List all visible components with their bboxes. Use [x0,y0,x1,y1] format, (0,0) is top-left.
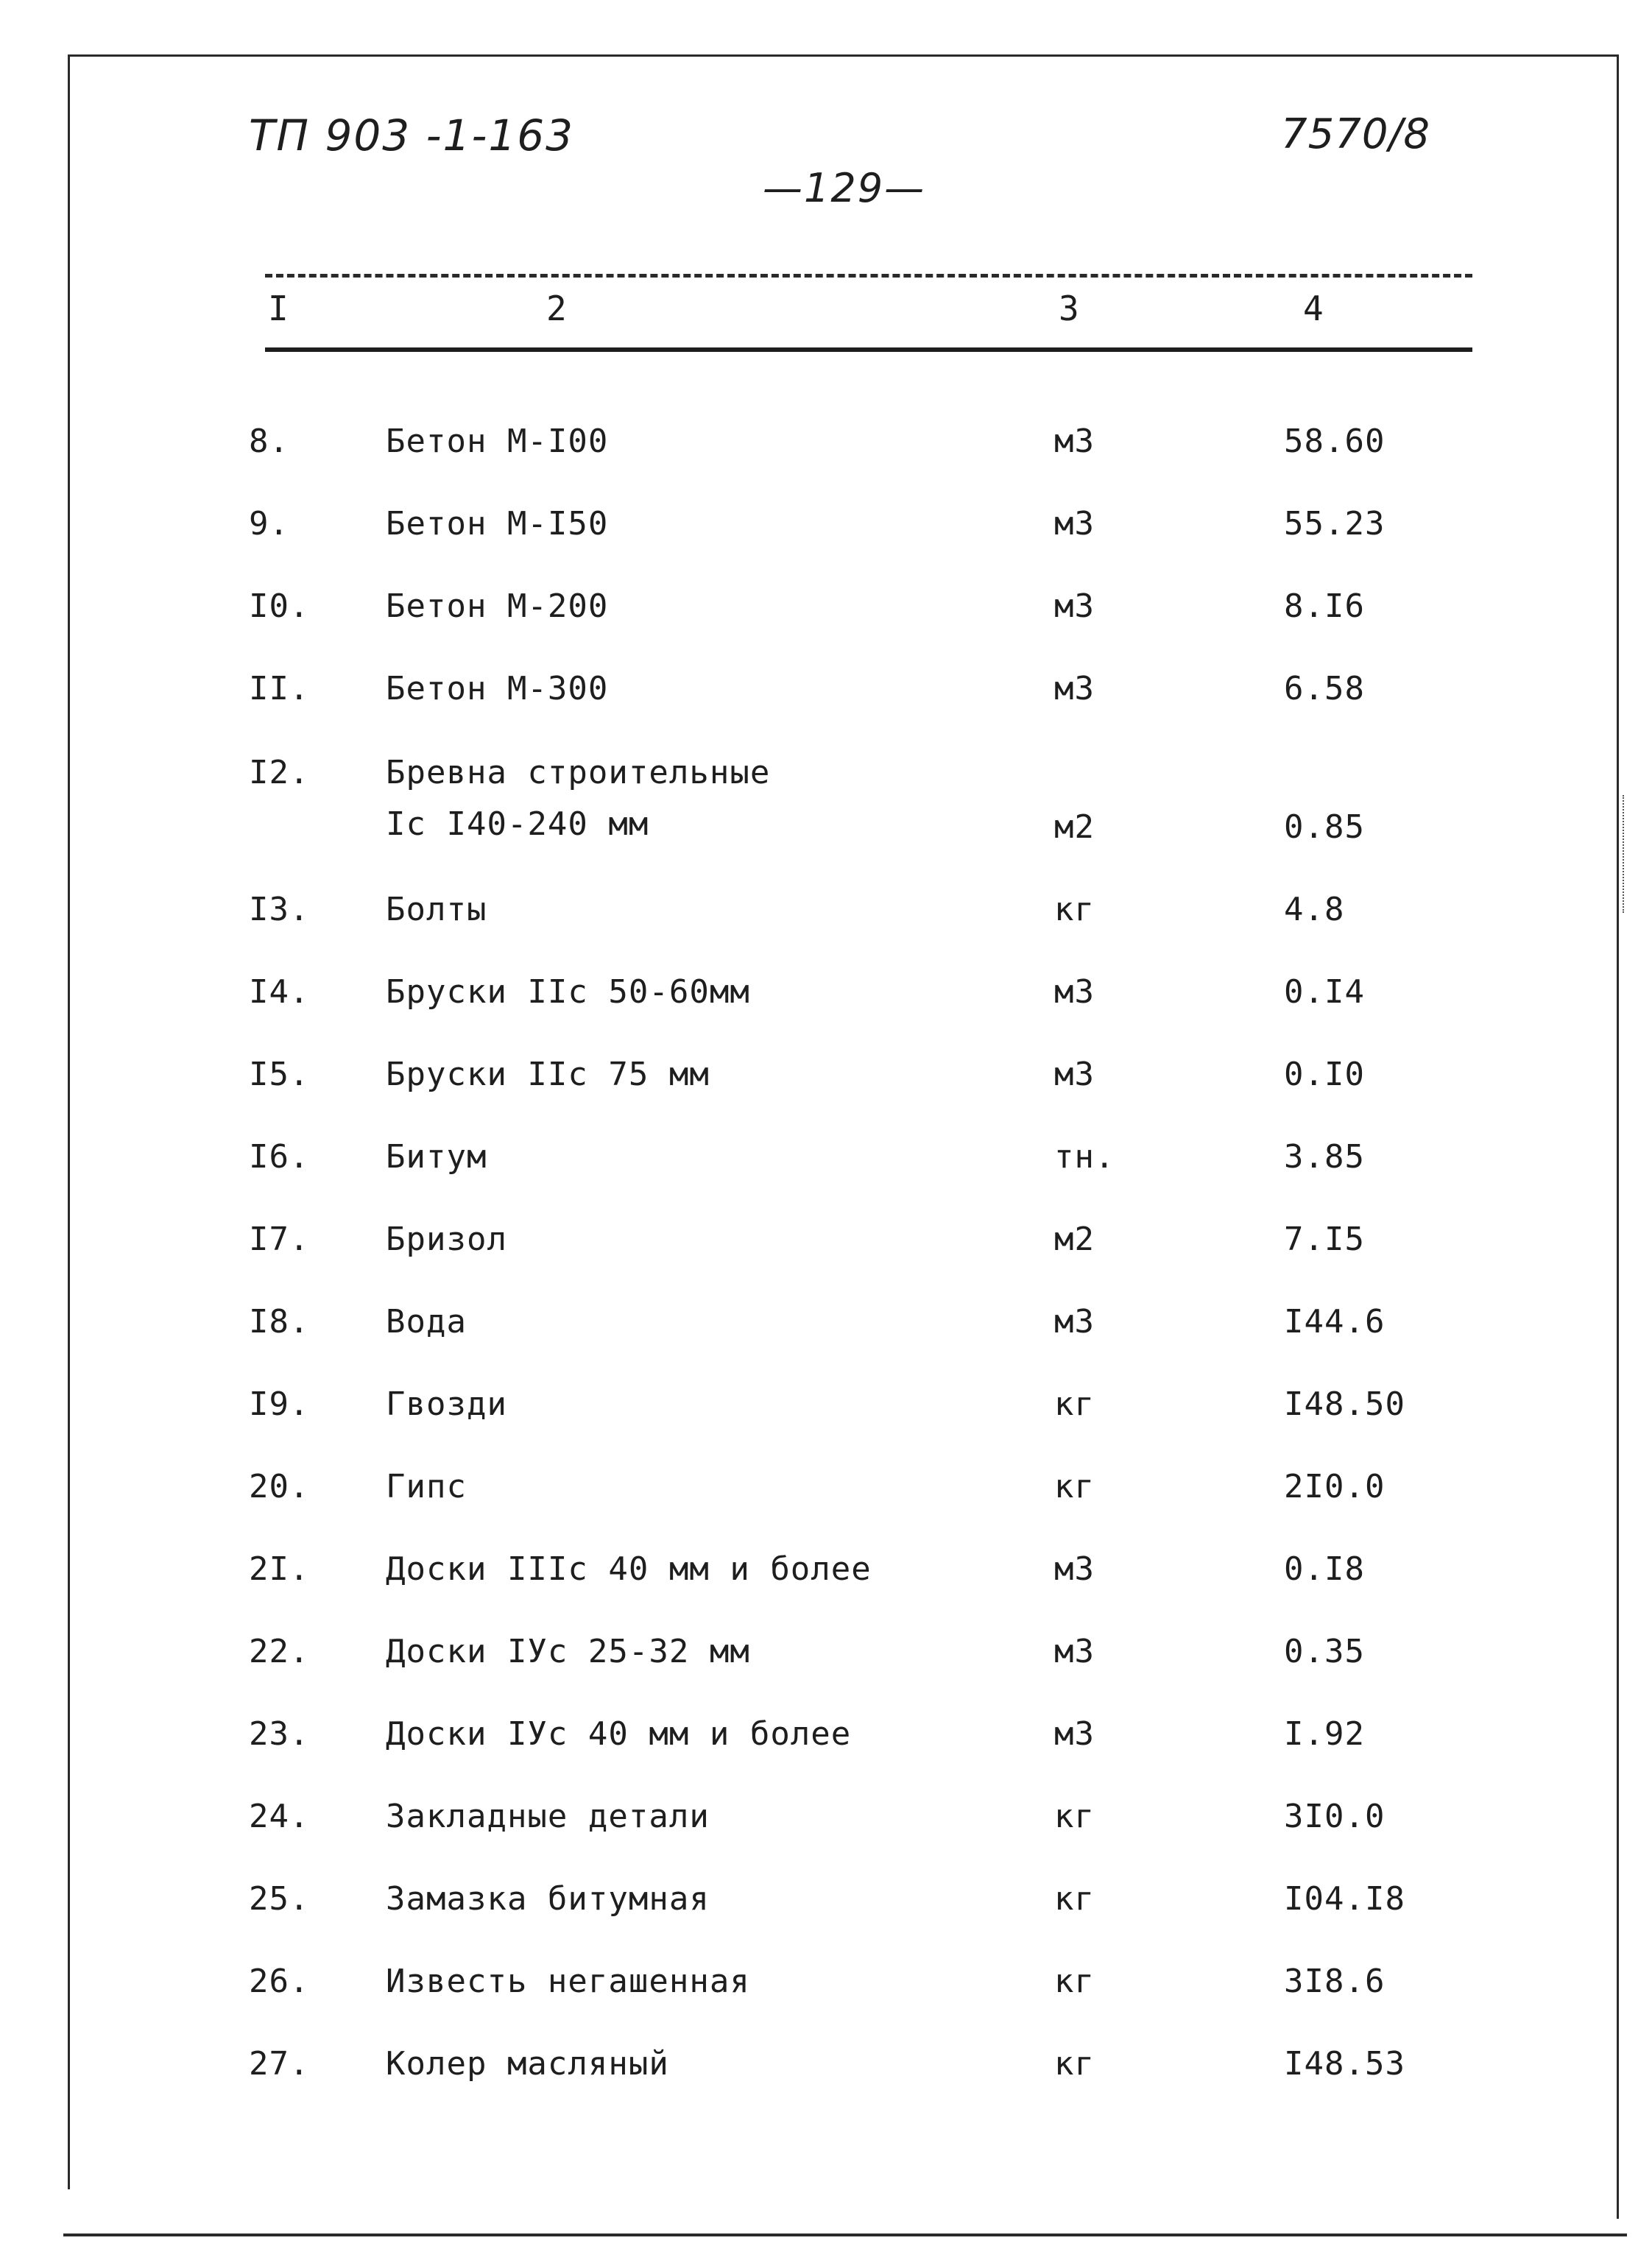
table-header-bottom-rule [265,347,1472,352]
table-row [0,752,1652,848]
unit: кг [1054,1468,1095,1505]
table-row [0,1302,1652,1346]
unit: м2 [1054,1221,1095,1258]
material-name: Закладные детали [386,1798,710,1835]
row-number: 27. [249,2045,310,2083]
material-name: Бруски IIс 50-60мм [386,973,750,1011]
table-row [0,2044,1652,2088]
table-row [0,1631,1652,1675]
unit: м3 [1054,1633,1095,1670]
material-name: Колер масляный [386,2045,669,2083]
unit: м3 [1054,1303,1095,1341]
material-name: Гипс [386,1468,467,1505]
unit: м3 [1054,1715,1095,1753]
row-number: II. [249,670,310,707]
quantity: 0.I4 [1284,973,1365,1011]
material-name: Вода [386,1303,467,1341]
row-number: I0. [249,587,310,625]
quantity: I44.6 [1284,1303,1386,1341]
row-number: 8. [249,423,289,460]
unit: м3 [1054,1056,1095,1093]
table-row [0,421,1652,465]
unit: м3 [1054,973,1095,1011]
table-row [0,586,1652,630]
row-number: 20. [249,1468,310,1505]
row-number: I4. [249,973,310,1011]
quantity: I48.53 [1284,2045,1405,2083]
table-row [0,1137,1652,1181]
unit: тн. [1054,1138,1115,1176]
unit: м3 [1054,423,1095,460]
table-row [0,1054,1652,1098]
table-row [0,1466,1652,1511]
table-row [0,1384,1652,1428]
material-name: Доски IУс 40 мм и более [386,1715,852,1753]
unit: кг [1054,1963,1095,2000]
table-row [0,1549,1652,1593]
quantity: 3.85 [1284,1138,1365,1176]
table-row [0,889,1652,933]
quantity: 3I0.0 [1284,1798,1386,1835]
row-number: 23. [249,1715,310,1753]
row-number: 24. [249,1798,310,1835]
unit: м3 [1054,505,1095,543]
page-number: —129— [763,165,926,211]
row-number: I5. [249,1056,310,1093]
material-name: Бризол [386,1221,507,1258]
table-row [0,1879,1652,1923]
table-row [0,668,1652,713]
unit: кг [1054,1798,1095,1835]
table-row [0,1961,1652,2005]
material-name: Бетон М-I00 [386,423,609,460]
row-number: I2. [249,754,310,791]
unit: кг [1054,1385,1095,1423]
table-row [0,1219,1652,1263]
table-header-top-rule [265,274,1472,278]
unit: кг [1054,891,1095,928]
page-frame-left [68,54,70,2189]
quantity: I48.50 [1284,1385,1405,1423]
material-name-continued: Iс I40-240 мм [386,805,649,843]
unit: м3 [1054,587,1095,625]
quantity: 55.23 [1284,505,1386,543]
material-name: Известь негашенная [386,1963,750,2000]
quantity: 7.I5 [1284,1221,1365,1258]
unit: м3 [1054,1550,1095,1588]
column-header-2: 2 [546,289,567,328]
quantity: 0.I0 [1284,1056,1365,1093]
document-code: ТП 903 -1-163 [249,110,575,160]
material-name: Доски IУс 25-32 мм [386,1633,750,1670]
unit: кг [1054,2045,1095,2083]
quantity: I04.I8 [1284,1880,1405,1918]
sheet-reference: 7570/8 [1281,110,1431,158]
column-header-1: I [268,289,289,328]
column-header-3: 3 [1059,289,1079,328]
quantity: 3I8.6 [1284,1963,1386,2000]
row-number: I8. [249,1303,310,1341]
material-name: Замазка битумная [386,1880,710,1918]
row-number: 26. [249,1963,310,2000]
material-name: Доски IIIс 40 мм и более [386,1550,872,1588]
quantity: 0.35 [1284,1633,1365,1670]
quantity: 58.60 [1284,423,1386,460]
quantity: 4.8 [1284,891,1345,928]
column-header-4: 4 [1303,289,1324,328]
page-frame-bottom [63,2233,1627,2236]
quantity: 0.85 [1284,808,1365,846]
quantity: 6.58 [1284,670,1365,707]
material-name: Бревна строительные [386,754,771,791]
table-row [0,504,1652,548]
row-number: I6. [249,1138,310,1176]
material-name: Бруски IIс 75 мм [386,1056,710,1093]
page-frame-top [68,54,1618,57]
row-number: 22. [249,1633,310,1670]
quantity: 2I0.0 [1284,1468,1386,1505]
row-number: 9. [249,505,289,543]
material-name: Битум [386,1138,487,1176]
material-name: Бетон М-I50 [386,505,609,543]
unit: м3 [1054,670,1095,707]
row-number: I7. [249,1221,310,1258]
row-number: I9. [249,1385,310,1423]
quantity: 8.I6 [1284,587,1365,625]
material-name: Гвозди [386,1385,507,1423]
table-row [0,1714,1652,1758]
unit: м2 [1054,808,1095,846]
material-name: Бетон М-200 [386,587,609,625]
row-number: I3. [249,891,310,928]
material-name: Болты [386,891,487,928]
quantity: I.92 [1284,1715,1365,1753]
row-number: 2I. [249,1550,310,1588]
row-number: 25. [249,1880,310,1918]
table-row [0,1796,1652,1840]
material-name: Бетон М-300 [386,670,609,707]
unit: кг [1054,1880,1095,1918]
quantity: 0.I8 [1284,1550,1365,1588]
table-row [0,972,1652,1016]
